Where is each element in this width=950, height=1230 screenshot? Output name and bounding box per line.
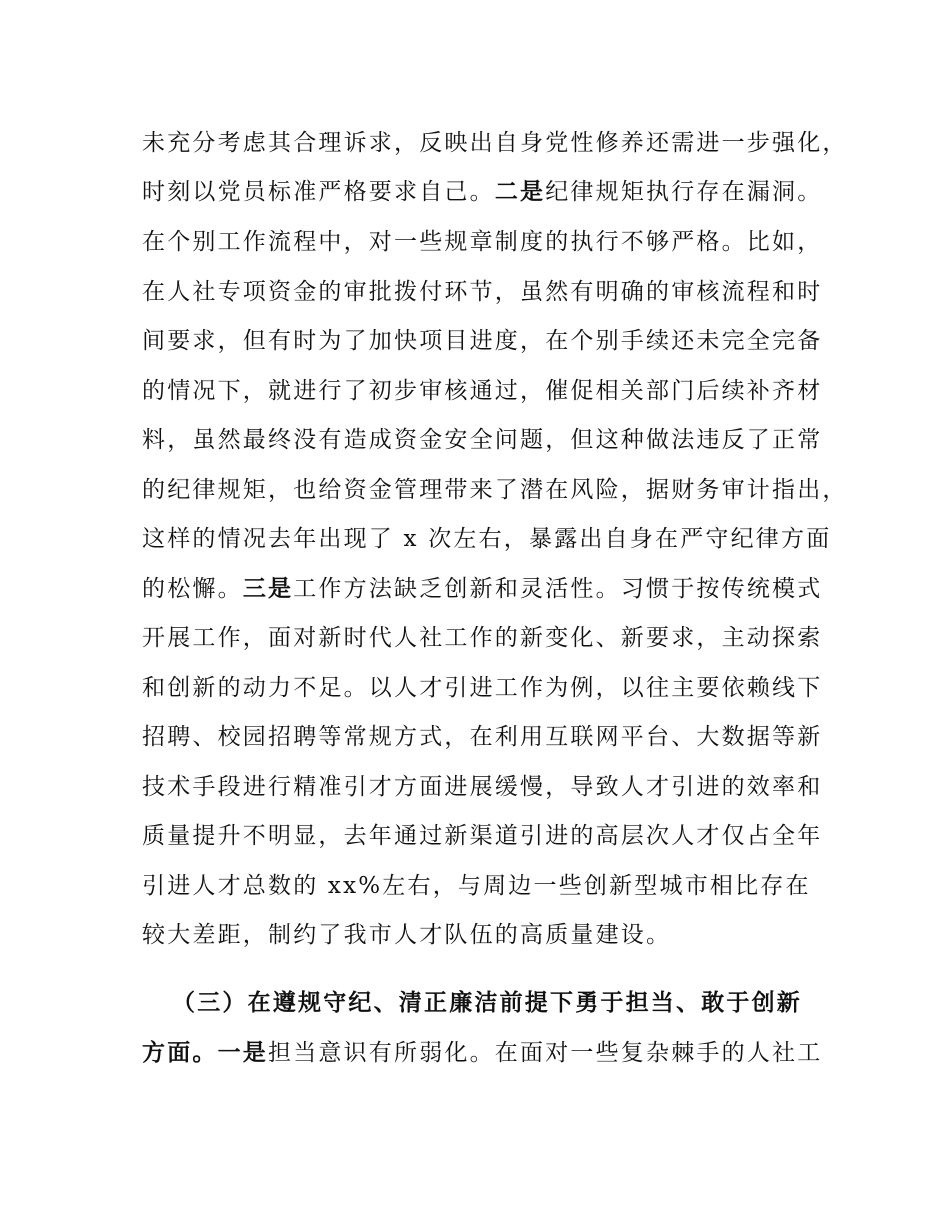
line-text: 未充分考虑其合理诉求，反映出自身党性修养还需进一步强化， <box>142 130 848 156</box>
line-text: 时刻以党员标准严格要求自己。 <box>142 179 495 205</box>
line-text: 引进人才总数的 xx%左右，与周边一些创新型城市相比存在 <box>142 873 811 899</box>
line-text: 质量提升不明显，去年通过新渠道引进的高层次人才仅占全年 <box>142 823 823 849</box>
text-line-6 <box>142 371 822 411</box>
text-line-3 <box>142 222 822 262</box>
text-line-11 <box>142 618 822 658</box>
line-text: 的情况下，就进行了初步审核通过，催促相关部门后续补齐材 <box>142 378 823 404</box>
line-text: 的松懈。 <box>142 576 243 602</box>
text-line-16 <box>142 866 822 906</box>
text-line-5 <box>142 321 822 361</box>
line-text: 和创新的动力不足。以人才引进工作为例，以往主要依赖线下 <box>142 675 823 701</box>
text-line-17 <box>142 915 822 955</box>
text-line-1 <box>142 123 848 163</box>
line-text: 较大差距，制约了我市人才队伍的高质量建设。 <box>142 922 672 948</box>
line-text: 料，虽然最终没有造成资金安全问题，但这种做法违反了正常 <box>142 427 823 453</box>
text-line-9 <box>142 519 832 559</box>
text-line-8 <box>142 470 848 510</box>
line-text: 在个别工作流程中，对一些规章制度的执行不够严格。比如， <box>142 229 823 255</box>
section-heading-tail: 方面。一是 <box>142 1040 268 1066</box>
line-text: 招聘、校园招聘等常规方式，在利用互联网平台、大数据等新 <box>142 724 823 750</box>
section-heading-text: （三）在遵规守纪、清正廉洁前提下勇于担当、敢于创新 <box>172 990 802 1016</box>
text-line-2 <box>142 172 822 212</box>
text-line-4 <box>142 272 822 312</box>
line-text: 技术手段进行精准引才方面进展缓慢，导致人才引进的效率和 <box>142 774 823 800</box>
text-line-7 <box>142 420 822 460</box>
line-text: 间要求，但有时为了加快项目进度，在个别手续还未完全完备 <box>142 328 823 354</box>
text-line-15 <box>142 816 822 856</box>
line-text: 这样的情况去年出现了 x 次左右，暴露出自身在严守纪律方面 <box>142 526 832 552</box>
text-line-12 <box>142 668 822 708</box>
text-line-14 <box>142 767 822 807</box>
line-text-after: 工作方法缺乏创新和灵活性。习惯于按传统模式 <box>293 576 823 602</box>
line-text: 开展工作，面对新时代人社工作的新变化、新要求，主动探索 <box>142 625 823 651</box>
text-line-10 <box>142 569 822 609</box>
line-text-after: 纪律规矩执行存在漏洞。 <box>545 179 823 205</box>
section-heading <box>172 983 822 1023</box>
line-text-after: 担当意识有所弱化。在面对一些复杂棘手的人社工 <box>268 1040 823 1066</box>
section-heading-line-2 <box>142 1033 822 1073</box>
line-text: 的纪律规矩，也给资金管理带来了潜在风险，据财务审计指出， <box>142 477 848 503</box>
line-text: 在人社专项资金的审批拨付环节，虽然有明确的审核流程和时 <box>142 279 823 305</box>
bold-marker: 二是 <box>494 179 546 205</box>
text-line-13 <box>142 717 822 757</box>
bold-marker: 三是 <box>242 576 294 602</box>
